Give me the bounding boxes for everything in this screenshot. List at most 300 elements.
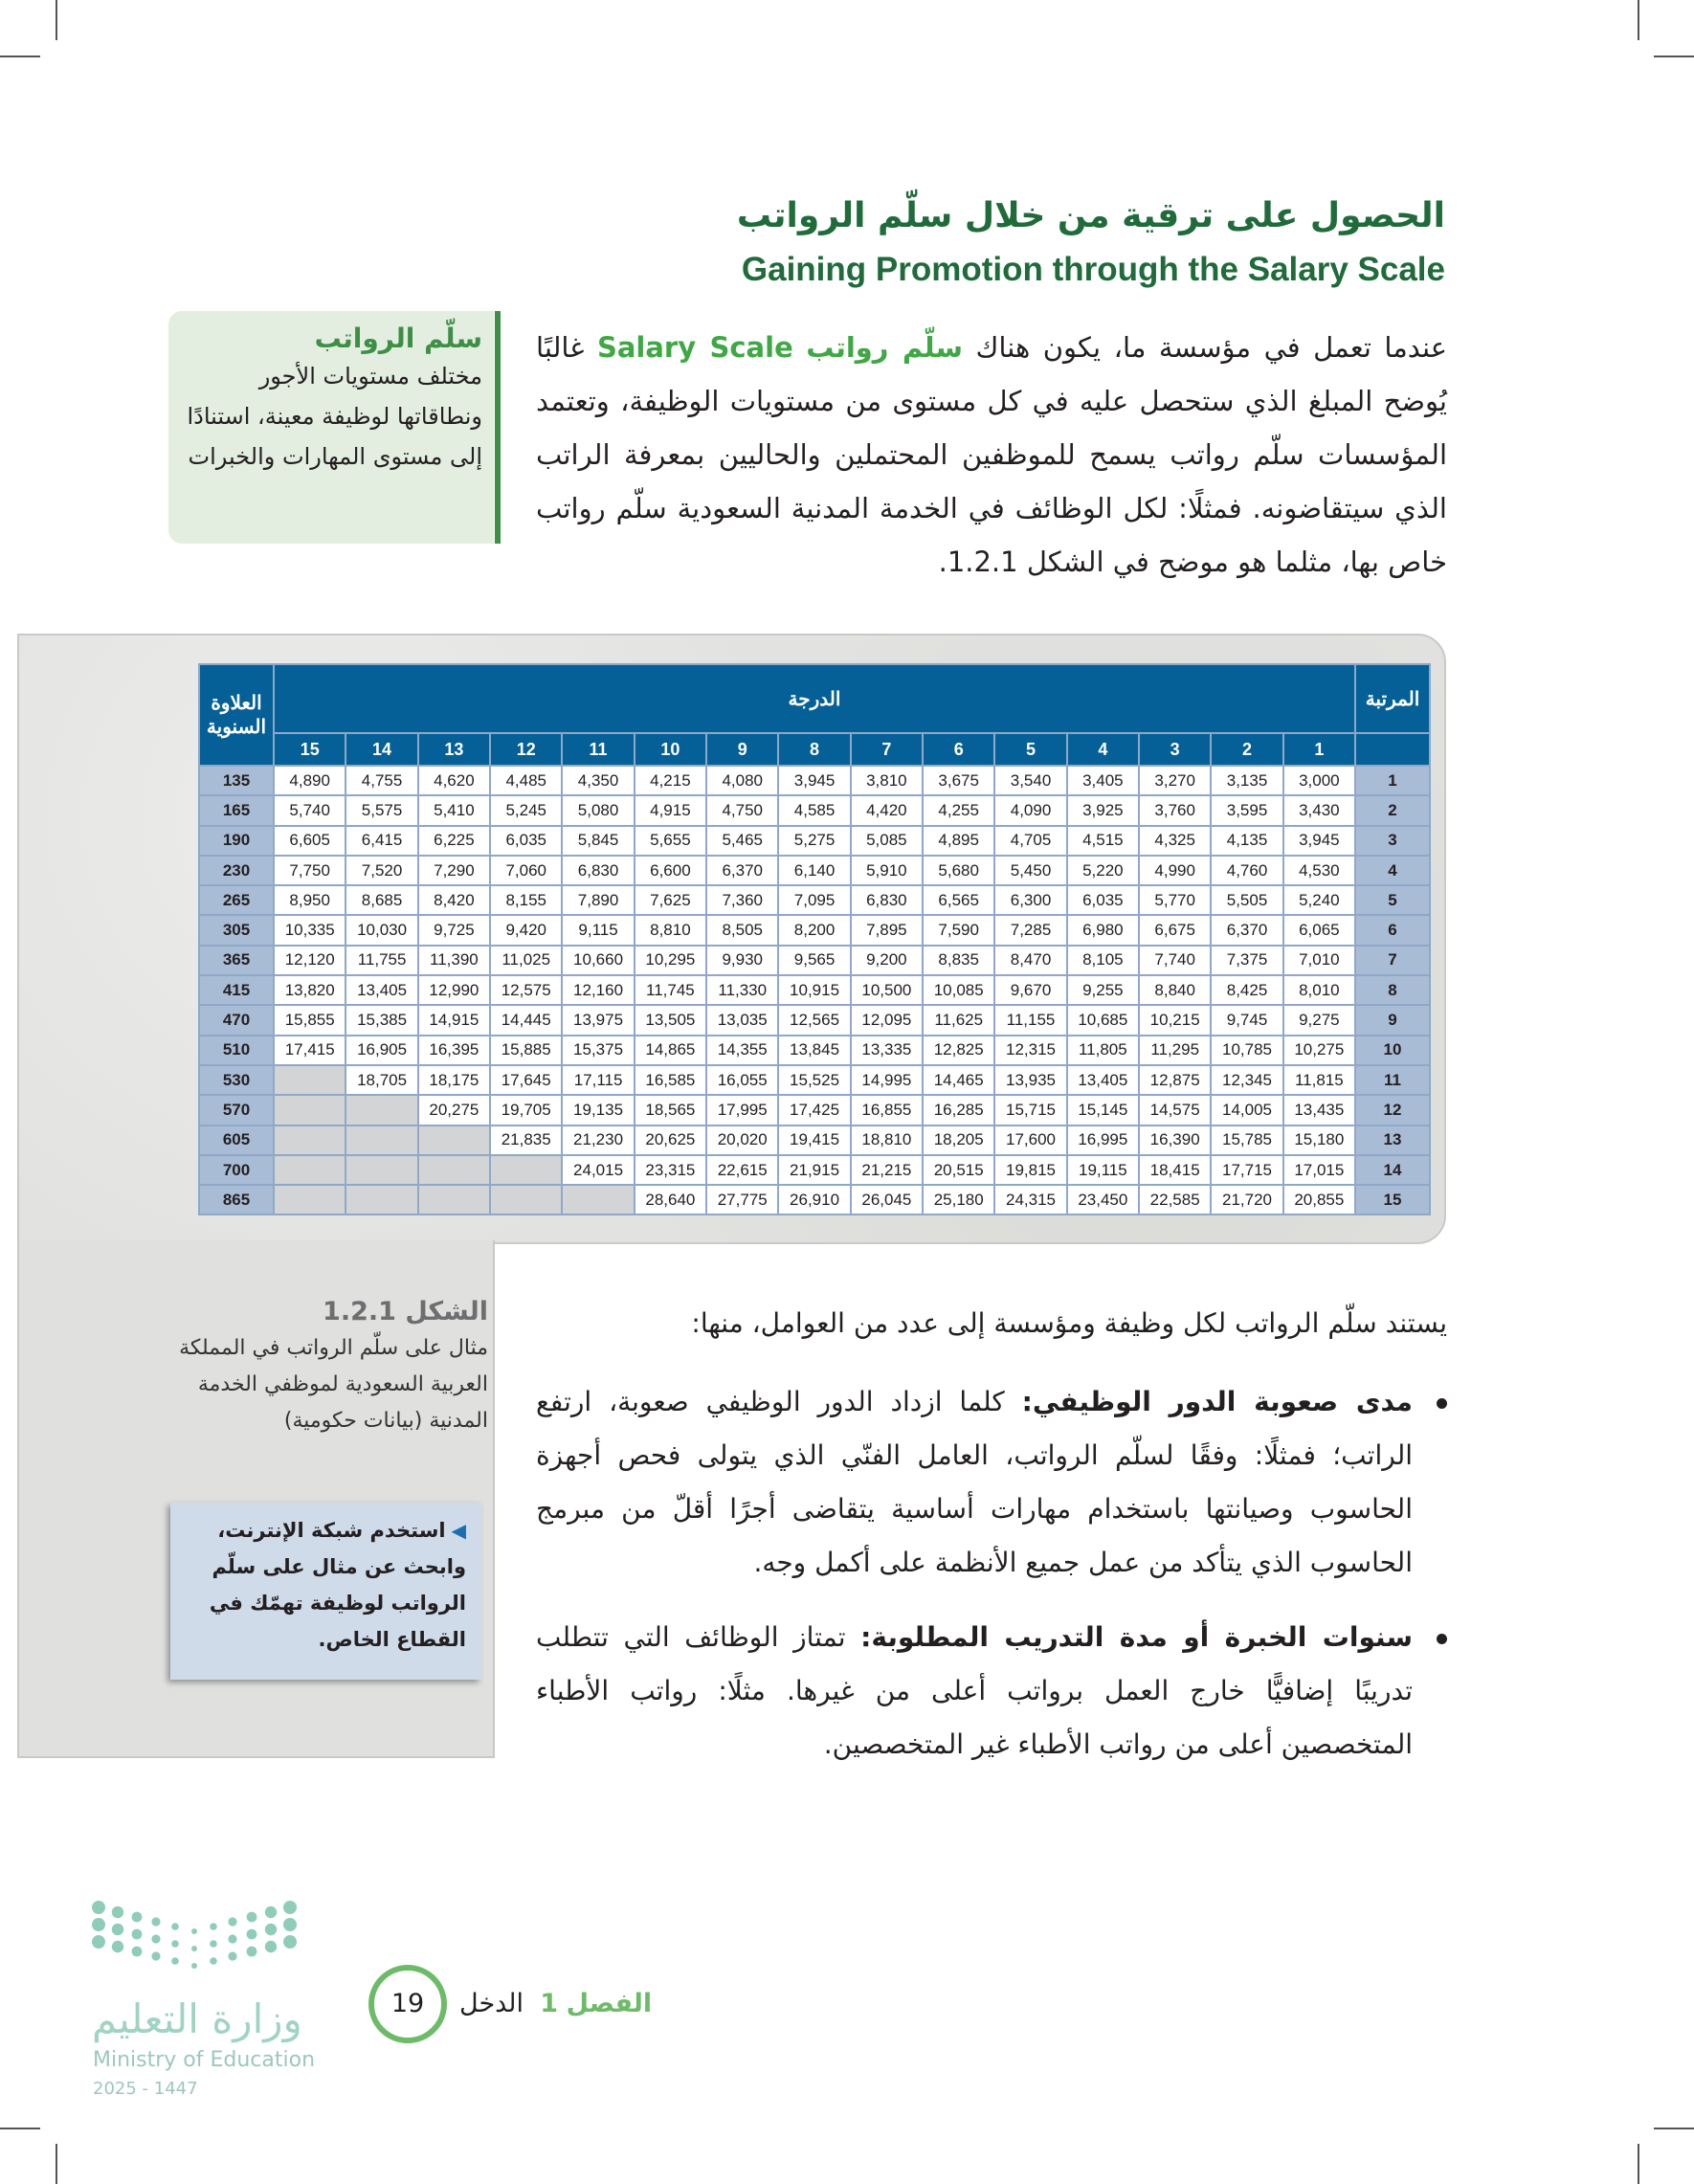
salary-cell: 11,155 [994, 1005, 1066, 1035]
salary-cell: 4,350 [562, 766, 634, 795]
salary-cell: 10,335 [274, 915, 345, 945]
empty-cell [418, 1185, 490, 1215]
salary-cell: 6,035 [1067, 885, 1139, 915]
salary-cell: 4,080 [706, 766, 778, 795]
chapter-label [459, 1989, 652, 2018]
annual-increment-cell: 365 [199, 946, 274, 975]
salary-cell: 11,745 [635, 975, 706, 1005]
salary-cell: 10,500 [851, 975, 923, 1005]
rank-cell: 3 [1355, 826, 1430, 856]
crop-mark [0, 56, 40, 57]
salary-cell: 20,855 [1283, 1185, 1355, 1215]
list-item [536, 1611, 1413, 1772]
annual-increment-cell: 230 [199, 856, 274, 885]
salary-cell: 17,715 [1211, 1155, 1282, 1185]
logo-dot [112, 1941, 123, 1952]
logo-dot [151, 1917, 160, 1926]
glossary-accent-bar [495, 311, 501, 544]
salary-cell: 26,910 [778, 1185, 850, 1215]
rank-cell: 4 [1355, 856, 1430, 885]
salary-cell: 18,705 [345, 1065, 417, 1095]
salary-cell: 6,140 [778, 856, 850, 885]
chapter-number: 1 [540, 1989, 559, 2018]
key-term-arabic: سلّم رواتب [806, 331, 963, 364]
salary-cell: 16,995 [1067, 1125, 1139, 1155]
salary-cell: 4,705 [994, 826, 1066, 856]
salary-cell: 6,830 [851, 885, 923, 915]
salary-cell: 12,565 [778, 1005, 850, 1035]
salary-cell: 10,215 [1139, 1005, 1211, 1035]
salary-cell: 21,720 [1211, 1185, 1282, 1215]
annual-increment-cell: 135 [199, 766, 274, 795]
grade-column-header: 11 [562, 733, 634, 766]
salary-cell: 6,035 [490, 826, 562, 856]
table-row [199, 915, 1430, 945]
salary-cell: 25,180 [923, 1185, 994, 1215]
salary-cell: 19,415 [778, 1125, 850, 1155]
salary-cell: 3,945 [778, 766, 850, 795]
table-row [199, 975, 1430, 1005]
salary-cell: 16,395 [418, 1036, 490, 1065]
crop-mark [1638, 0, 1639, 40]
intro-text-before: عندما تعمل في مؤسسة ما، يكون هناك [975, 331, 1448, 364]
logo-dot [210, 1923, 217, 1930]
salary-cell: 5,410 [418, 795, 490, 825]
grade-column-header: 2 [1211, 733, 1282, 766]
salary-cell: 8,685 [345, 885, 417, 915]
salary-cell: 26,045 [851, 1185, 923, 1215]
salary-cell: 14,465 [923, 1065, 994, 1095]
salary-cell: 17,645 [490, 1065, 562, 1095]
salary-cell: 4,530 [1283, 856, 1355, 885]
salary-cell: 10,660 [562, 946, 634, 975]
salary-cell: 8,105 [1067, 946, 1139, 975]
salary-cell: 6,980 [1067, 915, 1139, 945]
salary-cell: 15,145 [1067, 1095, 1139, 1125]
salary-cell: 23,450 [1067, 1185, 1139, 1215]
salary-cell: 15,525 [778, 1065, 850, 1095]
salary-cell: 3,405 [1067, 766, 1139, 795]
logo-dot [132, 1947, 143, 1957]
salary-cell: 8,840 [1139, 975, 1211, 1005]
salary-cell: 18,565 [635, 1095, 706, 1125]
salary-cell: 8,810 [635, 915, 706, 945]
logo-dot [191, 1946, 197, 1951]
salary-cell: 3,945 [1283, 826, 1355, 856]
annual-increment-cell: 865 [199, 1185, 274, 1215]
salary-cell: 3,000 [1283, 766, 1355, 795]
ministry-logo-year: 2025 - 1447 [93, 2079, 198, 2099]
salary-cell: 5,080 [562, 795, 634, 825]
bullet-title: سنوات الخبرة أو مدة التدريب المطلوبة: [860, 1621, 1413, 1653]
bullet-text: كلما ازداد الدور الوظيفي صعوبة، ارتفع الراتب؛ فمثلًا: وفقًا لسلّم الرواتب، العامل الفنّي الذي يتولى فحص أجهزة الحاسوب وصيانتها باستخدام مهارات أساسية يتقاضى أجرًا أقلّ من مبرمج الحاسوب الذي يتأكد من عمل جميع الأنظمة على أكمل وجه. [536, 1386, 1413, 1578]
rank-cell: 12 [1355, 1095, 1430, 1125]
salary-cell: 17,015 [1283, 1155, 1355, 1185]
salary-cell: 9,420 [490, 915, 562, 945]
empty-cell [345, 1185, 417, 1215]
salary-cell: 9,255 [1067, 975, 1139, 1005]
grade-column-header: 3 [1139, 733, 1211, 766]
salary-cell: 19,815 [994, 1155, 1066, 1185]
salary-cell: 24,315 [994, 1185, 1066, 1215]
rank-cell: 11 [1355, 1065, 1430, 1095]
empty-cell [274, 1125, 345, 1155]
logo-dot [247, 1912, 257, 1923]
salary-cell: 8,950 [274, 885, 345, 915]
salary-cell: 9,745 [1211, 1005, 1282, 1035]
rank-cell: 7 [1355, 946, 1430, 975]
logo-dot [171, 1923, 179, 1930]
salary-cell: 4,755 [345, 766, 417, 795]
section-title-arabic: الحصول على ترقية من خلال سلّم الرواتب [736, 196, 1445, 235]
salary-cell: 17,600 [994, 1125, 1066, 1155]
salary-cell: 5,655 [635, 826, 706, 856]
grade-column-header: 14 [345, 733, 417, 766]
bullet-title: مدى صعوبة الدور الوظيفي: [1021, 1386, 1414, 1417]
crop-mark [0, 2128, 40, 2129]
table-row [199, 1005, 1430, 1035]
empty-cell [274, 1095, 345, 1125]
logo-dot [283, 1901, 297, 1914]
salary-cell: 7,375 [1211, 946, 1282, 975]
salary-cell: 17,995 [706, 1095, 778, 1125]
salary-cell: 20,625 [635, 1125, 706, 1155]
annual-increment-cell: 305 [199, 915, 274, 945]
table-row [199, 1125, 1430, 1155]
rank-cell: 15 [1355, 1185, 1430, 1215]
salary-cell: 12,825 [923, 1036, 994, 1065]
empty-cell [418, 1125, 490, 1155]
table-row [199, 1155, 1430, 1185]
salary-cell: 9,725 [418, 915, 490, 945]
table-row [199, 1065, 1430, 1095]
salary-cell: 9,200 [851, 946, 923, 975]
table-row [199, 766, 1430, 795]
salary-cell: 12,120 [274, 946, 345, 975]
list-item [536, 1375, 1413, 1590]
logo-dot [92, 1918, 105, 1931]
salary-cell: 6,300 [994, 885, 1066, 915]
grade-column-header: 5 [994, 733, 1066, 766]
factors-lead: يستند سلّم الرواتب لكل وظيفة ومؤسسة إلى عدد من العوامل، منها: [691, 1307, 1447, 1339]
annual-increment-cell: 510 [199, 1036, 274, 1065]
logo-dot [247, 1929, 257, 1940]
salary-cell: 7,360 [706, 885, 778, 915]
salary-cell: 7,060 [490, 856, 562, 885]
salary-cell: 4,255 [923, 795, 994, 825]
salary-cell: 6,565 [923, 885, 994, 915]
rank-cell: 5 [1355, 885, 1430, 915]
salary-cell: 5,505 [1211, 885, 1282, 915]
grade-column-header: 1 [1283, 733, 1355, 766]
salary-cell: 6,065 [1283, 915, 1355, 945]
table-row [199, 1036, 1430, 1065]
salary-cell: 21,230 [562, 1125, 634, 1155]
salary-cell: 5,910 [851, 856, 923, 885]
rank-cell: 1 [1355, 766, 1430, 795]
empty-cell [274, 1185, 345, 1215]
table-row [199, 946, 1430, 975]
salary-cell: 4,420 [851, 795, 923, 825]
rank-cell: 13 [1355, 1125, 1430, 1155]
logo-dot [265, 1924, 277, 1935]
salary-cell: 8,155 [490, 885, 562, 915]
table-row [199, 856, 1430, 885]
rank-cell: 2 [1355, 795, 1430, 825]
crop-mark [1654, 56, 1694, 57]
logo-dot [112, 1924, 123, 1935]
rank-cell: 10 [1355, 1036, 1430, 1065]
logo-dot [210, 1940, 217, 1948]
annual-increment-header: العلاوة السنوية [199, 664, 274, 766]
page-number: 19 [368, 1965, 447, 2043]
salary-cell: 10,685 [1067, 1005, 1139, 1035]
salary-cell: 11,815 [1283, 1065, 1355, 1095]
crop-mark [1654, 2128, 1694, 2129]
salary-cell: 6,370 [1211, 915, 1282, 945]
grade-column-header: 6 [923, 733, 994, 766]
salary-cell: 14,005 [1211, 1095, 1282, 1125]
salary-cell: 14,445 [490, 1005, 562, 1035]
salary-cell: 5,845 [562, 826, 634, 856]
glossary-definition: مختلف مستويات الأجور ونطاقاتها لوظيفة معينة، استنادًا إلى مستوى المهارات والخبرات [187, 363, 482, 470]
salary-cell: 3,595 [1211, 795, 1282, 825]
annual-increment-cell: 530 [199, 1065, 274, 1095]
salary-cell: 11,755 [345, 946, 417, 975]
annual-increment-cell: 700 [199, 1155, 274, 1185]
salary-cell: 19,115 [1067, 1155, 1139, 1185]
intro-paragraph [536, 321, 1447, 589]
salary-cell: 5,575 [345, 795, 417, 825]
salary-cell: 9,275 [1283, 1005, 1355, 1035]
salary-cell: 9,670 [994, 975, 1066, 1005]
empty-cell [562, 1185, 634, 1215]
salary-cell: 12,160 [562, 975, 634, 1005]
salary-cell: 5,740 [274, 795, 345, 825]
salary-cell: 15,385 [345, 1005, 417, 1035]
logo-dot [92, 1901, 105, 1914]
salary-cell: 3,925 [1067, 795, 1139, 825]
table-row [199, 795, 1430, 825]
salary-cell: 19,705 [490, 1095, 562, 1125]
logo-dot [283, 1935, 297, 1949]
rank-header-spacer [1355, 733, 1430, 766]
salary-cell: 18,810 [851, 1125, 923, 1155]
logo-dot [92, 1935, 105, 1949]
figure-caption [172, 1297, 488, 1439]
salary-cell: 7,290 [418, 856, 490, 885]
salary-cell: 5,770 [1139, 885, 1211, 915]
salary-cell: 10,785 [1211, 1036, 1282, 1065]
annual-increment-cell: 605 [199, 1125, 274, 1155]
salary-cell: 7,285 [994, 915, 1066, 945]
salary-cell: 7,895 [851, 915, 923, 945]
salary-cell: 4,990 [1139, 856, 1211, 885]
table-row [199, 1185, 1430, 1215]
salary-cell: 5,240 [1283, 885, 1355, 915]
logo-dot [228, 1917, 236, 1926]
logo-dot [228, 1951, 236, 1960]
salary-cell: 22,585 [1139, 1185, 1211, 1215]
salary-cell: 4,325 [1139, 826, 1211, 856]
salary-cell: 3,810 [851, 766, 923, 795]
salary-cell: 13,405 [345, 975, 417, 1005]
tip-text: استخدم شبكة الإنترنت، وابحث عن مثال على سلّم الرواتب لوظيفة تهمّك في القطاع الخاص. [209, 1519, 466, 1651]
logo-dot [132, 1912, 143, 1923]
salary-cell: 13,435 [1283, 1095, 1355, 1125]
figure-caption-text: مثال على سلّم الرواتب في المملكة العربية السعودية لموظفي الخدمة المدنية (بيانات حكومية) [179, 1336, 488, 1433]
salary-cell: 12,990 [418, 975, 490, 1005]
salary-cell: 21,835 [490, 1125, 562, 1155]
salary-cell: 11,625 [923, 1005, 994, 1035]
salary-cell: 17,425 [778, 1095, 850, 1125]
salary-cell: 6,675 [1139, 915, 1211, 945]
logo-dot [283, 1918, 297, 1931]
rank-cell: 14 [1355, 1155, 1430, 1185]
empty-cell [345, 1125, 417, 1155]
logo-dot [151, 1934, 160, 1943]
grade-column-header: 12 [490, 733, 562, 766]
salary-cell: 6,830 [562, 856, 634, 885]
annual-increment-cell: 190 [199, 826, 274, 856]
salary-cell: 18,205 [923, 1125, 994, 1155]
salary-cell: 3,430 [1283, 795, 1355, 825]
salary-cell: 4,750 [706, 795, 778, 825]
salary-cell: 18,415 [1139, 1155, 1211, 1185]
salary-cell: 14,865 [635, 1036, 706, 1065]
salary-cell: 5,450 [994, 856, 1066, 885]
rank-cell: 8 [1355, 975, 1430, 1005]
salary-cell: 16,390 [1139, 1125, 1211, 1155]
salary-cell: 12,345 [1211, 1065, 1282, 1095]
empty-cell [490, 1155, 562, 1185]
salary-cell: 4,620 [418, 766, 490, 795]
salary-cell: 20,020 [706, 1125, 778, 1155]
salary-cell: 15,180 [1283, 1125, 1355, 1155]
annual-increment-cell: 570 [199, 1095, 274, 1125]
salary-cell: 3,135 [1211, 766, 1282, 795]
salary-cell: 14,995 [851, 1065, 923, 1095]
rank-cell: 9 [1355, 1005, 1430, 1035]
salary-cell: 13,935 [994, 1065, 1066, 1095]
empty-cell [490, 1185, 562, 1215]
salary-cell: 13,035 [706, 1005, 778, 1035]
salary-cell: 23,315 [635, 1155, 706, 1185]
salary-cell: 4,215 [635, 766, 706, 795]
salary-cell: 10,085 [923, 975, 994, 1005]
grade-column-header: 13 [418, 733, 490, 766]
salary-cell: 13,505 [635, 1005, 706, 1035]
salary-cell: 7,625 [635, 885, 706, 915]
logo-dot [112, 1906, 123, 1918]
salary-cell: 15,855 [274, 1005, 345, 1035]
salary-cell: 11,390 [418, 946, 490, 975]
salary-cell: 5,220 [1067, 856, 1139, 885]
salary-cell: 7,750 [274, 856, 345, 885]
grade-column-header: 10 [635, 733, 706, 766]
salary-cell: 5,465 [706, 826, 778, 856]
salary-cell: 4,485 [490, 766, 562, 795]
logo-dot [191, 1928, 197, 1934]
factors-list [536, 1375, 1447, 1772]
salary-cell: 5,680 [923, 856, 994, 885]
logo-dot [191, 1963, 197, 1969]
salary-cell: 28,640 [635, 1185, 706, 1215]
salary-cell: 4,135 [1211, 826, 1282, 856]
salary-cell: 15,715 [994, 1095, 1066, 1125]
salary-cell: 6,225 [418, 826, 490, 856]
salary-cell: 16,585 [635, 1065, 706, 1095]
salary-cell: 7,890 [562, 885, 634, 915]
grade-column-header: 15 [274, 733, 345, 766]
salary-cell: 8,505 [706, 915, 778, 945]
grade-column-header: 4 [1067, 733, 1139, 766]
salary-cell: 13,845 [778, 1036, 850, 1065]
salary-cell: 6,415 [345, 826, 417, 856]
intro-text-after: غالبًا يُوضح المبلغ الذي ستحصل عليه في كل مستوى من مستويات الوظيفة، وتعتمد المؤسسات سلّم رواتب يسمح للموظفين المحتملين والحاليين بمعرفة الراتب الذي سيتقاضونه. فمثلًا: لكل الوظائف في الخدمة المدنية السعودية سلّم رواتب خاص بها، مثلما هو موضح في الشكل 1.2.1. [536, 331, 1447, 578]
salary-cell: 15,785 [1211, 1125, 1282, 1155]
logo-dot [151, 1951, 160, 1960]
salary-cell: 7,740 [1139, 946, 1211, 975]
salary-cell: 8,425 [1211, 975, 1282, 1005]
glossary-term: سلّم الرواتب [314, 323, 482, 354]
annual-increment-cell: 470 [199, 1005, 274, 1035]
salary-scale-table [198, 663, 1431, 1215]
salary-cell: 11,025 [490, 946, 562, 975]
salary-cell: 4,760 [1211, 856, 1282, 885]
grade-column-header: 7 [851, 733, 923, 766]
grade-column-header: 9 [706, 733, 778, 766]
salary-cell: 12,575 [490, 975, 562, 1005]
salary-cell: 8,010 [1283, 975, 1355, 1005]
logo-dot [247, 1947, 257, 1957]
salary-cell: 27,775 [706, 1185, 778, 1215]
salary-cell: 6,605 [274, 826, 345, 856]
salary-cell: 16,285 [923, 1095, 994, 1125]
empty-cell [345, 1095, 417, 1125]
glossary-box [168, 311, 494, 544]
logo-dot [132, 1929, 143, 1940]
empty-cell [274, 1065, 345, 1095]
salary-cell: 6,370 [706, 856, 778, 885]
salary-cell: 3,760 [1139, 795, 1211, 825]
salary-cell: 10,295 [635, 946, 706, 975]
activity-tip-box [170, 1503, 481, 1680]
salary-cell: 8,835 [923, 946, 994, 975]
empty-cell [274, 1155, 345, 1185]
salary-cell: 4,585 [778, 795, 850, 825]
salary-cell: 10,030 [345, 915, 417, 945]
rank-header: المرتبة [1355, 664, 1430, 733]
table-row [199, 885, 1430, 915]
salary-cell: 16,855 [851, 1095, 923, 1125]
salary-cell: 17,115 [562, 1065, 634, 1095]
salary-cell: 20,515 [923, 1155, 994, 1185]
salary-cell: 8,470 [994, 946, 1066, 975]
empty-cell [345, 1155, 417, 1185]
salary-cell: 4,895 [923, 826, 994, 856]
salary-cell: 24,015 [562, 1155, 634, 1185]
salary-cell: 16,905 [345, 1036, 417, 1065]
salary-cell: 12,875 [1139, 1065, 1211, 1095]
salary-cell: 17,415 [274, 1036, 345, 1065]
salary-cell: 4,915 [635, 795, 706, 825]
salary-cell: 14,915 [418, 1005, 490, 1035]
key-term-english: Salary Scale [596, 331, 793, 364]
table-row [199, 826, 1430, 856]
crop-mark [56, 0, 57, 40]
salary-cell: 9,115 [562, 915, 634, 945]
